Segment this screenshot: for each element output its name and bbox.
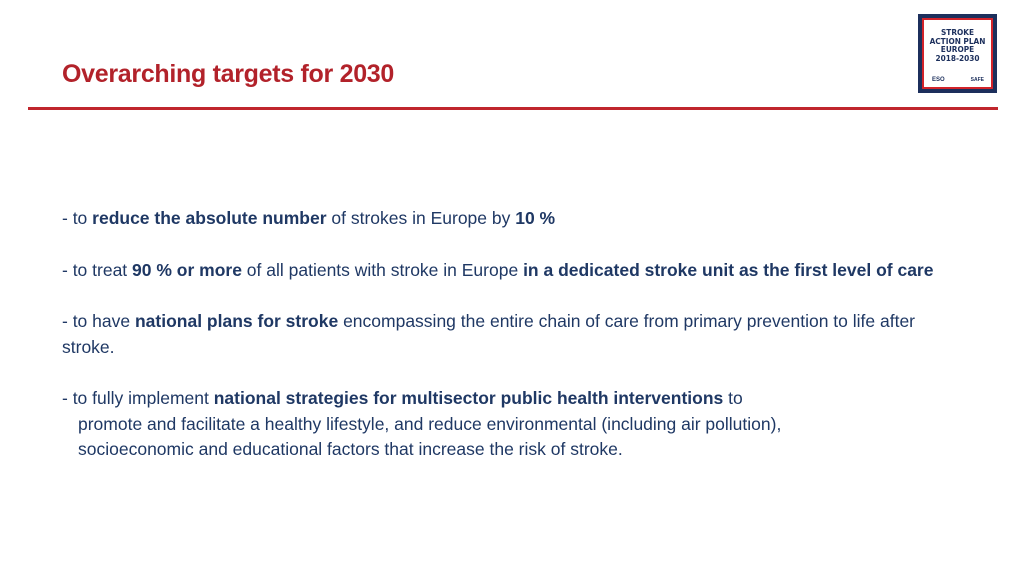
logo-safe-mark: SAFE xyxy=(970,77,984,83)
logo-frame xyxy=(922,18,993,89)
logo-line-1: STROKE xyxy=(940,27,974,37)
stroke-action-plan-logo xyxy=(918,14,997,93)
logo-eso-mark: ESO xyxy=(932,77,945,83)
page-title: Overarching targets for 2030 xyxy=(62,60,395,88)
logo-line-2: ACTION PLAN xyxy=(929,35,986,46)
logo-line-3: EUROPE xyxy=(940,44,975,55)
target-item-4-continuation-2: socioeconomic and educational factors that increase the risk of stroke. xyxy=(78,439,623,459)
target-item-1: - to reduce the absolute number of strokes in Europe by 10 % xyxy=(62,208,556,228)
targets-list xyxy=(62,206,942,489)
title-divider xyxy=(28,107,998,110)
target-item-4-continuation-1: promote and facilitate a healthy lifestyle, and reduce environmental (including air pollution), xyxy=(78,413,782,434)
target-item-3: - to have national plans for stroke encompassing the entire chain of care from primary prevention to life after stroke. xyxy=(62,311,916,357)
logo-line-4: 2018-2030 xyxy=(935,52,980,63)
target-item-2: - to treat 90 % or more of all patients with stroke in Europe in a dedicated stroke unit as the first level of care xyxy=(62,259,934,280)
target-item-4: - to fully implement national strategies for multisector public health interventions to promote and facilitate a healthy lifestyle, and reduce environmental (including air pollution), socioeconomic and educational factors that increase the risk of stroke. xyxy=(62,386,942,463)
logo-text xyxy=(924,28,991,62)
